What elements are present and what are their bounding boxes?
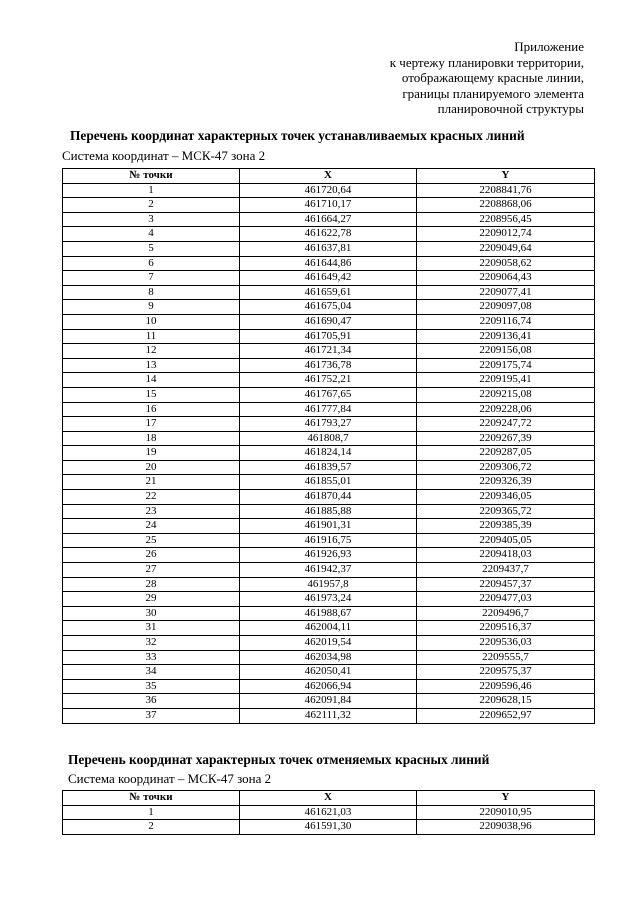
- cell-y: 2209418,03: [417, 548, 595, 563]
- cell-y: 2209156,08: [417, 344, 595, 359]
- cell-point-number: 2: [63, 198, 240, 213]
- cell-x: 461664,27: [240, 212, 417, 227]
- cell-y: 2208868,06: [417, 198, 595, 213]
- table-row: [63, 373, 595, 388]
- cell-point-number: 16: [63, 402, 240, 417]
- cell-point-number: 32: [63, 636, 240, 651]
- cell-x: 462066,94: [240, 679, 417, 694]
- cell-point-number: 30: [63, 606, 240, 621]
- cell-point-number: 14: [63, 373, 240, 388]
- cell-point-number: 35: [63, 679, 240, 694]
- table-row: [63, 417, 595, 432]
- table-row: [63, 387, 595, 402]
- column-header-x: X: [240, 791, 417, 806]
- table-row: [63, 358, 595, 373]
- cell-point-number: 26: [63, 548, 240, 563]
- table-row: [63, 820, 595, 835]
- appendix-line: к чертежу планировки территории,: [389, 54, 584, 70]
- table-header-row: [63, 169, 595, 184]
- cell-y: 2209555,7: [417, 650, 595, 665]
- table-header-row: [63, 791, 595, 806]
- cell-x: 461885,88: [240, 504, 417, 519]
- cell-x: 461622,78: [240, 227, 417, 242]
- table-row: [63, 446, 595, 461]
- cell-point-number: 36: [63, 694, 240, 709]
- table-row: [63, 490, 595, 505]
- table-body: [63, 805, 595, 834]
- appendix-line: планировочной структуры: [437, 101, 584, 117]
- table-row: [63, 271, 595, 286]
- cell-x: 461824,14: [240, 446, 417, 461]
- cell-point-number: 9: [63, 300, 240, 315]
- cell-point-number: 20: [63, 460, 240, 475]
- appendix-line: границы планируемого элемента: [402, 85, 584, 101]
- table-row: [63, 198, 595, 213]
- cell-point-number: 1: [63, 183, 240, 198]
- cell-y: 2209652,97: [417, 708, 595, 723]
- cell-point-number: 6: [63, 256, 240, 271]
- cell-point-number: 13: [63, 358, 240, 373]
- cell-point-number: 34: [63, 665, 240, 680]
- table-row: [63, 227, 595, 242]
- cell-point-number: 2: [63, 820, 240, 835]
- cell-y: 2209267,39: [417, 431, 595, 446]
- cell-y: 2209175,74: [417, 358, 595, 373]
- table-row: [63, 460, 595, 475]
- table-row: [63, 314, 595, 329]
- cell-x: 461621,03: [240, 805, 417, 820]
- column-header-point-number: № точки: [63, 169, 240, 184]
- table-row: [63, 636, 595, 651]
- cell-y: 2209012,74: [417, 227, 595, 242]
- cell-y: 2209038,96: [417, 820, 595, 835]
- cell-x: 461690,47: [240, 314, 417, 329]
- cell-point-number: 29: [63, 592, 240, 607]
- cell-x: 461901,31: [240, 519, 417, 534]
- cell-x: 461710,17: [240, 198, 417, 213]
- cell-y: 2209326,39: [417, 475, 595, 490]
- table-row: [63, 402, 595, 417]
- table-row: [63, 606, 595, 621]
- table-row: [63, 475, 595, 490]
- cell-y: 2209215,08: [417, 387, 595, 402]
- cell-point-number: 5: [63, 241, 240, 256]
- table-row: [63, 504, 595, 519]
- table-row: [63, 650, 595, 665]
- cell-y: 2209116,74: [417, 314, 595, 329]
- cell-x: 461736,78: [240, 358, 417, 373]
- column-header-y: Y: [417, 791, 595, 806]
- coordinates-table-established: [62, 168, 595, 724]
- cell-x: 461926,93: [240, 548, 417, 563]
- cell-point-number: 7: [63, 271, 240, 286]
- table-row: [63, 665, 595, 680]
- table-row: [63, 329, 595, 344]
- cell-y: 2209575,37: [417, 665, 595, 680]
- cell-x: 461942,37: [240, 563, 417, 578]
- cell-y: 2209247,72: [417, 417, 595, 432]
- cell-y: 2209496,7: [417, 606, 595, 621]
- cell-point-number: 18: [63, 431, 240, 446]
- cell-x: 461675,04: [240, 300, 417, 315]
- cell-x: 461808,7: [240, 431, 417, 446]
- table-row: [63, 285, 595, 300]
- table-row: [63, 708, 595, 723]
- appendix-line: Приложение: [514, 39, 584, 54]
- table-body: [63, 183, 595, 723]
- cell-point-number: 12: [63, 344, 240, 359]
- cell-y: 2209516,37: [417, 621, 595, 636]
- cell-point-number: 10: [63, 314, 240, 329]
- appendix-note: [264, 39, 584, 117]
- column-header-x: X: [240, 169, 417, 184]
- cell-point-number: 28: [63, 577, 240, 592]
- cell-point-number: 8: [63, 285, 240, 300]
- cell-y: 2209058,62: [417, 256, 595, 271]
- table-row: [63, 548, 595, 563]
- cell-point-number: 1: [63, 805, 240, 820]
- table-row: [63, 344, 595, 359]
- table-row: [63, 431, 595, 446]
- cell-y: 2208841,76: [417, 183, 595, 198]
- cell-y: 2209477,03: [417, 592, 595, 607]
- column-header-y: Y: [417, 169, 595, 184]
- table-row: [63, 241, 595, 256]
- cell-y: 2209136,41: [417, 329, 595, 344]
- cell-y: 2209049,64: [417, 241, 595, 256]
- cell-x: 461705,91: [240, 329, 417, 344]
- cell-point-number: 15: [63, 387, 240, 402]
- cell-y: 2209097,08: [417, 300, 595, 315]
- cell-y: 2209010,95: [417, 805, 595, 820]
- cell-point-number: 25: [63, 533, 240, 548]
- cell-x: 462050,41: [240, 665, 417, 680]
- table-row: [63, 592, 595, 607]
- cell-x: 461793,27: [240, 417, 417, 432]
- table-row: [63, 300, 595, 315]
- cell-point-number: 31: [63, 621, 240, 636]
- cell-y: 2209457,37: [417, 577, 595, 592]
- cell-point-number: 11: [63, 329, 240, 344]
- coordinate-system-label: Система координат – МСК-47 зона 2: [62, 148, 266, 163]
- cell-x: 461839,57: [240, 460, 417, 475]
- table-row: [63, 563, 595, 578]
- cell-point-number: 33: [63, 650, 240, 665]
- cell-x: 462111,32: [240, 708, 417, 723]
- cell-y: 2208956,45: [417, 212, 595, 227]
- cell-point-number: 21: [63, 475, 240, 490]
- cell-x: 461591,30: [240, 820, 417, 835]
- table-row: [63, 212, 595, 227]
- coordinates-table-cancelled: [62, 790, 595, 835]
- cell-x: 461752,21: [240, 373, 417, 388]
- section-title-cancelled-lines: Перечень координат характерных точек отменяемых красных линий: [68, 752, 490, 767]
- table-row: [63, 805, 595, 820]
- cell-x: 461720,64: [240, 183, 417, 198]
- cell-point-number: 22: [63, 490, 240, 505]
- cell-x: 461988,67: [240, 606, 417, 621]
- cell-x: 462004,11: [240, 621, 417, 636]
- cell-y: 2209385,39: [417, 519, 595, 534]
- cell-x: 461637,81: [240, 241, 417, 256]
- table-row: [63, 519, 595, 534]
- table-row: [63, 256, 595, 271]
- cell-x: 461855,01: [240, 475, 417, 490]
- cell-x: 461721,34: [240, 344, 417, 359]
- cell-x: 461777,84: [240, 402, 417, 417]
- cell-point-number: 3: [63, 212, 240, 227]
- cell-x: 461659,61: [240, 285, 417, 300]
- cell-point-number: 19: [63, 446, 240, 461]
- cell-y: 2209346,05: [417, 490, 595, 505]
- cell-y: 2209596,46: [417, 679, 595, 694]
- cell-x: 461649,42: [240, 271, 417, 286]
- cell-point-number: 24: [63, 519, 240, 534]
- appendix-line: отображающему красные линии,: [401, 70, 584, 86]
- cell-y: 2209536,03: [417, 636, 595, 651]
- cell-x: 461644,86: [240, 256, 417, 271]
- cell-x: 461916,75: [240, 533, 417, 548]
- cell-y: 2209287,05: [417, 446, 595, 461]
- cell-y: 2209628,15: [417, 694, 595, 709]
- cell-point-number: 23: [63, 504, 240, 519]
- table-row: [63, 533, 595, 548]
- cell-point-number: 27: [63, 563, 240, 578]
- cell-x: 461870,44: [240, 490, 417, 505]
- cell-y: 2209228,06: [417, 402, 595, 417]
- cell-y: 2209195,41: [417, 373, 595, 388]
- cell-x: 462019,54: [240, 636, 417, 651]
- cell-point-number: 17: [63, 417, 240, 432]
- cell-x: 462091,84: [240, 694, 417, 709]
- cell-point-number: 37: [63, 708, 240, 723]
- cell-y: 2209365,72: [417, 504, 595, 519]
- cell-x: 461767,65: [240, 387, 417, 402]
- cell-y: 2209306,72: [417, 460, 595, 475]
- table-row: [63, 621, 595, 636]
- coordinate-system-label: Система координат – МСК-47 зона 2: [68, 771, 272, 786]
- column-header-point-number: № точки: [63, 791, 240, 806]
- cell-y: 2209064,43: [417, 271, 595, 286]
- cell-x: 461973,24: [240, 592, 417, 607]
- table-row: [63, 577, 595, 592]
- cell-x: 461957,8: [240, 577, 417, 592]
- table-row: [63, 183, 595, 198]
- cell-y: 2209437,7: [417, 563, 595, 578]
- cell-y: 2209405,05: [417, 533, 595, 548]
- cell-point-number: 4: [63, 227, 240, 242]
- section-title-established-lines: Перечень координат характерных точек устанавливаемых красных линий: [70, 128, 525, 143]
- cell-x: 462034,98: [240, 650, 417, 665]
- table-row: [63, 679, 595, 694]
- cell-y: 2209077,41: [417, 285, 595, 300]
- table-row: [63, 694, 595, 709]
